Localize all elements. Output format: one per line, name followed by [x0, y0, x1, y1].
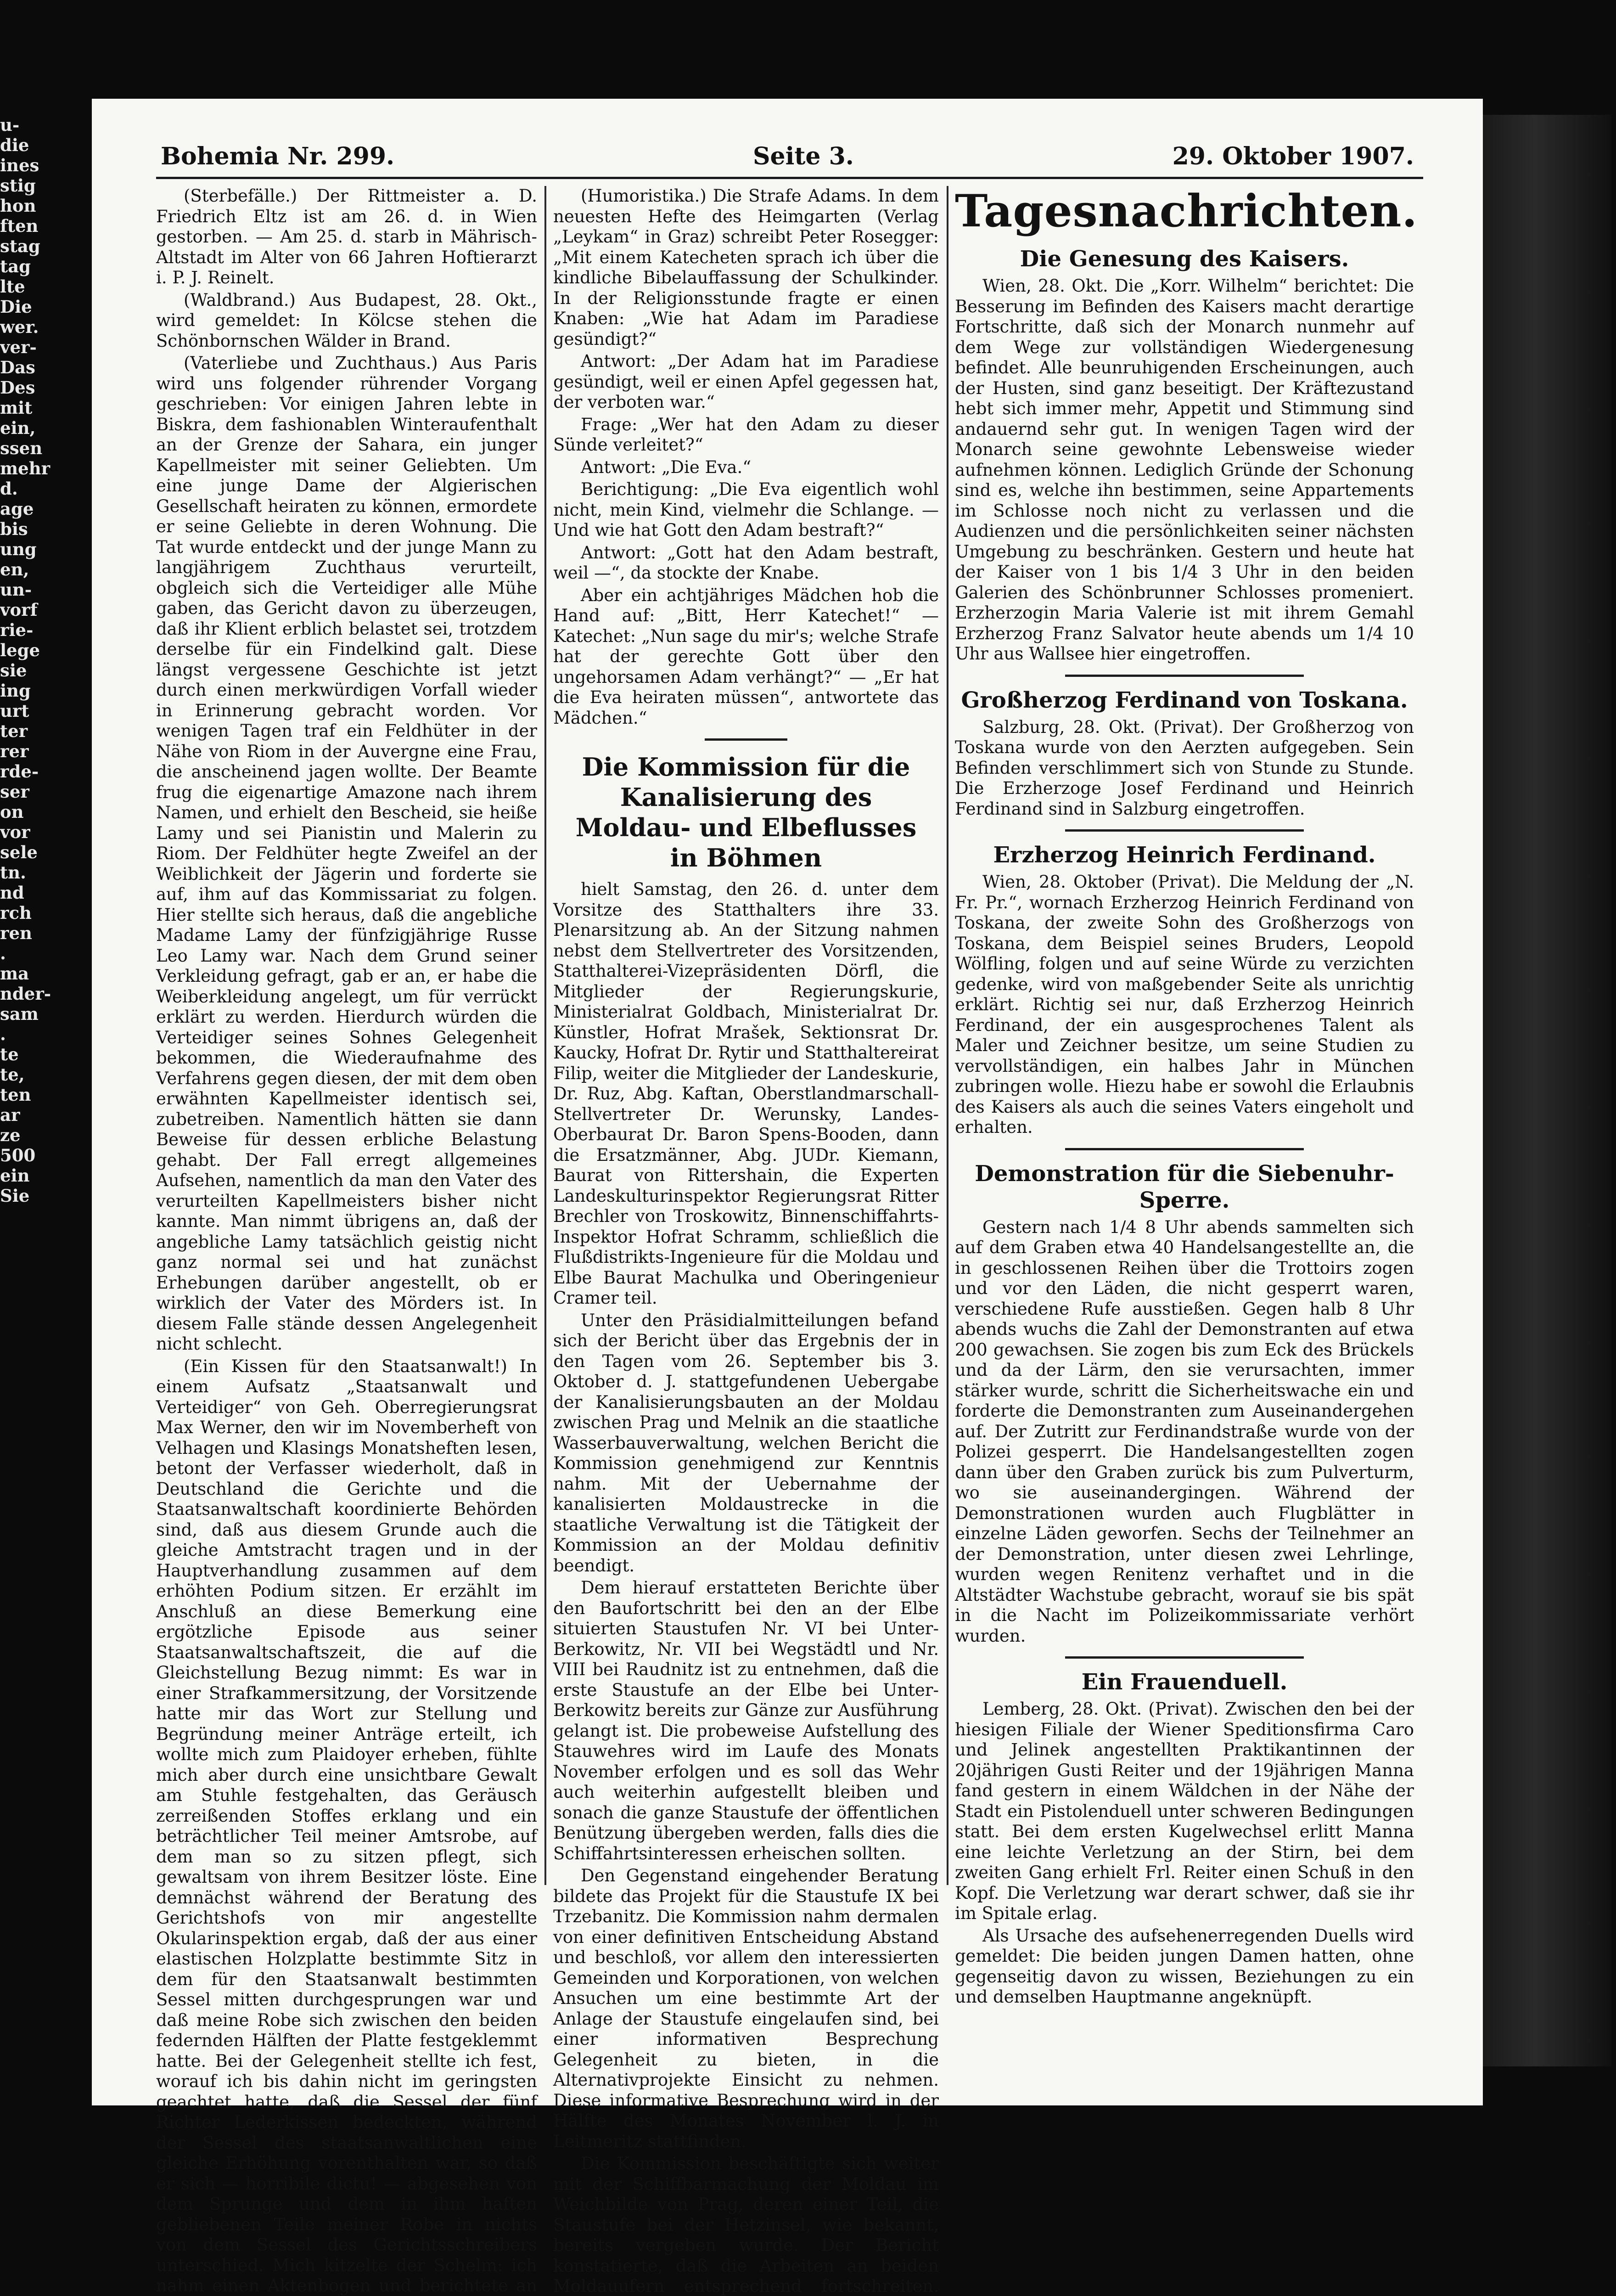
- article-headline: Demonstration für die Siebenuhr-Sperre.: [955, 1160, 1414, 1214]
- article-headline: Erzherzog Heinrich Ferdinand.: [955, 842, 1414, 868]
- bleed-fragment: tn.: [0, 862, 37, 883]
- bleed-fragment: rie-: [0, 620, 37, 640]
- article-paragraph: Antwort: „Der Adam hat im Paradiese gesündigt, weil er einen Apfel gegessen hat, der verboten war.“: [553, 351, 939, 413]
- column-3: [955, 186, 1414, 1885]
- bleed-fragment: rch: [0, 903, 37, 923]
- bleed-fragment: tag: [0, 256, 37, 276]
- article-headline: Die Kommission für die Kanalisierung des Moldau- und Elbeflusses in Böhmen: [562, 752, 930, 873]
- bleed-fragment: Die: [0, 297, 37, 317]
- bleed-fragment: sele: [0, 842, 37, 862]
- bleed-fragment: d.: [0, 478, 37, 499]
- bleed-fragment: sam: [0, 1004, 37, 1024]
- bleed-fragment: lege: [0, 640, 37, 660]
- bleed-fragment: die: [0, 135, 37, 155]
- bleed-fragment: ren: [0, 923, 37, 943]
- article-paragraph: (Vaterliebe und Zuchthaus.) Aus Paris wird uns folgender rührender Vorgang geschrieben: Vor einigen Jahren lebte in Biskra, dem fashionablen Winteraufenthalt an der Grenze der Sahara, ein junger Kapellmeister mit seiner Geliebten. Um eine junge Dame der Algierischen Gesellschaft heiraten zu können, ermordete er seine Geliebte in deren Wohnung. Die Tat wurde entdeckt und der junge Mann zu langjährigem Zuchthaus verurteilt, obgleich sich die Verteidiger alle Mühe gaben, das Gericht davon zu überzeugen, daß ihr Klient erblich belastet sei, trotzdem derselbe für ein Findelkind galt. Diese längst vergessene Geschichte ist jetzt durch einen merkwürdigen Vorfall wieder in Erinnerung gebracht worden. Vor wenigen Tagen traf ein Feldhüter in der Nähe von Riom in der Auvergne eine Frau, die anscheinend jagen wollte. Der Beamte frug die eigenartige Amazone nach ihrem Namen, und erhielt den Bescheid, sie heiße Lamy und sei Pianistin und Malerin zu Riom. Der Feldhüter hegte Zweifel an der Weiblichkeit der Jägerin und forderte sie auf, ihm auf das Kommissariat zu folgen. Hier stellte sich heraus, daß die angebliche Madame Lamy der fünfzigjährige Russe Leo Lamy war. Nach dem Grund seiner Verkleidung gefragt, gab er an, er habe die Weiberkleidung angelegt, um für verrückt erklärt zu werden. Hierdurch würden die Verteidiger seines Sohnes Gelegenheit bekommen, die Wiederaufnahme des Verfahrens gegen diesen, der mit dem oben erwähnten Kapellmeister identisch sei, zubetreiben. Namentlich hätten sie dann Beweise für dessen erbliche Belastung gehabt. Der Fall erregt allgemeines Aufsehen, namentlich da man den Vater des verurteilten Kapellmeisters bisher nicht kannte. Man nimmt übrigens an, daß der angebliche Lamy tatsächlich geistig nicht ganz normal sei und hat zunächst Erhebungen darüber angestellt, ob er wirklich der Vater des Mörders ist. In diesem Falle stände dessen Angelegenheit nicht schlecht.: [156, 353, 537, 1355]
- page-header: [161, 142, 1414, 174]
- article-paragraph: Lemberg, 28. Okt. (Privat). Zwischen den bei der hiesigen Filiale der Wiener Speditionsfirma Caro und Jelinek angestellten Praktikantinnen der 20jährigen Gusti Reiter und der 19jährigen Manna fand gestern in einem Wäldchen in der Nähe der Stadt ein Pistolenduell unter schweren Bedingungen statt. Bei dem ersten Kugelwechsel erlitt Manna eine leichte Verletzung an der Stirn, bei dem zweiten Gang erhielt Frl. Reiter einen Schuß in den Kopf. Die Verletzung war derart schwer, daß sie ihr im Spitale erlag.: [955, 1699, 1414, 1924]
- bleed-fragment: te,: [0, 1064, 37, 1085]
- bleed-fragment: Sie: [0, 1186, 37, 1206]
- article-paragraph: Dem hierauf erstatteten Berichte über den Baufortschritt bei den an der Elbe situierten Staustufen Nr. VI bei Unter-Berkowitz, Nr. VII bei Wegstädtl und Nr. VIII bei Raudnitz ist zu entnehmen, daß die erste Staustufe an der Elbe bei Unter-Berkowitz bereits zur Gänze zur Ausführung gelangt ist. Die probeweise Aufstellung des Stauwehres wird im Laufe des Monats November erfolgen und es soll das Wehr auch weiterhin aufgestellt bleiben und sonach die ganze Staustufe der öffentlichen Benützung übergeben werden, falls dies die Schiffahrtsinteressen erheischen sollten.: [553, 1578, 939, 1864]
- bleed-fragment: ines: [0, 155, 37, 175]
- bleed-fragment: te: [0, 1044, 37, 1064]
- bleed-fragment: un-: [0, 580, 37, 600]
- article-paragraph: Die Kommission beschäftigte sich weiter mit der Schiffbarmachung der Moldau im Weichbilde von Prag, deren einer Teil, die Staustufe bei der Hetzinsel, wie bekannt, bereits vergeben wurde. Der Bericht konstatierte, daß die Arbeiten an beiden Moldauufern entsprechend fortschreiten.: [553, 2154, 939, 2296]
- article-paragraph: Salzburg, 28. Okt. (Privat). Der Großherzog von Toskana wurde von den Aerzten aufgegeben. Sein Befinden verschlimmert sich von Stunde zu Stunde. Die Erzherzoge Josef Ferdinand und Heinrich Ferdinand sind in Salzburg eingetroffen.: [955, 717, 1414, 820]
- bleed-fragment: 500: [0, 1145, 37, 1165]
- header-rule: [156, 177, 1423, 179]
- bleed-fragment: bis: [0, 519, 37, 539]
- article-headline: Tagesnachrichten.: [955, 186, 1414, 236]
- newspaper-page: [92, 99, 1483, 2105]
- article-paragraph: Den Gegenstand eingehender Beratung bildete das Projekt für die Staustufe IX bei Trzebanitz. Die Kommission nahm dermalen von einer definitiven Entscheidung Abstand und beschloß, vor allem den interessierten Gemeinden und Korporationen, von welchen Ansuchen um eine bestimmte Art der Anlage der Staustufe eingelaufen sind, bei einer informativen Besprechung Gelegenheit zu bieten, in die Alternativprojekte Einsicht zu nehmen. Diese informative Besprechung wird in der Hälfte des Monates November l. J. in Leitmeritz stattfinden.: [553, 1866, 939, 2152]
- article-paragraph: Wien, 28. Oktober (Privat). Die Meldung der „N. Fr. Pr.“, wornach Erzherzog Heinrich Ferdinand von Toskana, der zweite Sohn des Großherzogs von Toskana, dem Beispiel seines Bruders, Leopold Wölfling, folgen und auf seine Würde zu verzichten gedenke, wird von maßgebender Seite als unrichtig erklärt. Richtig sei nur, daß Erzherzog Heinrich Ferdinand, der ein ausgesprochenes Talent als Maler und Zeichner besitze, um seine Studien zu vervollständigen, ein halbes Jahr in München zubringen wolle. Hiezu habe er sowohl die Erlaubnis des Kaisers als auch die seines Vaters eingeholt und erhalten.: [955, 872, 1414, 1138]
- section-separator: [705, 738, 787, 741]
- bleed-fragment: stig: [0, 175, 37, 196]
- bleed-fragment: urt: [0, 701, 37, 721]
- article-paragraph: Gestern nach 1/4 8 Uhr abends sammelten sich auf dem Graben etwa 40 Handelsangestellte an, die in geschlossenen Reihen über die Trottoirs zogen und vor den Läden, die nicht gesperrt waren, verschiedene Rufe ausstießen. Gegen halb 8 Uhr abends wuchs die Zahl der Demonstranten auf etwa 200 gewachsen. Sie zogen bis zum Eck des Brückels und da der Lärm, den sie verursachten, immer stärker wurde, schritt die Sicherheitswache ein und forderte die Demonstranten zum Auseinandergehen auf. Der Zutritt zur Ferdinandstraße wurde von der Polizei gesperrt. Die Handelsangestellten zogen dann über den Graben zurück bis zum Pulverturm, wo sie auseinandergingen. Während der Demonstrationen wurden auch Flugblätter in einzelne Läden geworfen. Sechs der Teilnehmer an der Demonstration, unter diesen zwei Lehrlinge, wurden wegen Renitenz verhaftet und in die Altstädter Wachstube gebracht, worauf sie bis spät in die Nacht im Polizeikommissariate verhört wurden.: [955, 1217, 1414, 1647]
- bleed-fragment: ten: [0, 1085, 37, 1105]
- bleed-fragment: ma: [0, 963, 37, 984]
- bleed-fragment: rde-: [0, 761, 37, 782]
- bleed-fragment: rer: [0, 741, 37, 761]
- section-separator: [1065, 1656, 1304, 1659]
- adjacent-page-bleed: [0, 115, 37, 1676]
- article-paragraph: hielt Samstag, den 26. d. unter dem Vorsitze des Statthalters ihre 33. Plenarsitzung ab. An der Sitzung nahmen nebst dem Stellvertreter des Vorsitzenden, Statthalterei-Vizepräsidenten Dörfl, die Mitglieder der Regierungskurie, Ministerialrat Goldbach, Ministerialrat Dr. Künstler, Hofrat Mrašek, Sektionsrat Dr. Kaucky, Hofrat Dr. Rytir und Statthaltereirat Filip, weiter die Mitglieder der Landeskurie, Dr. Ruz, Abg. Kaftan, Oberstlandmarschall-Stellvertreter Dr. Werunsky, Landes-Oberbaurat Dr. Baron Spens-Booden, dann die Ersatzmänner, Abg. JUDr. Kiemann, Baurat von Rittershain, die Experten Landeskulturinspektor Regierungsrat Ritter Brechler von Troskowitz, Binnenschiffahrts-Inspektor Hofrat Schramm, schließlich die Flußdistrikts-Ingenieure für die Moldau und Elbe Baurat Machulka und Oberingenieur Cramer teil.: [553, 879, 939, 1309]
- bleed-fragment: stag: [0, 236, 37, 256]
- bleed-fragment: nder-: [0, 984, 37, 1004]
- bleed-fragment: ein: [0, 1165, 37, 1186]
- bleed-fragment: .: [0, 1024, 37, 1044]
- bleed-fragment: ver-: [0, 337, 37, 357]
- bleed-fragment: mehr: [0, 458, 37, 478]
- bleed-fragment: ser: [0, 782, 37, 802]
- issue-date: 29. Oktober 1907.: [1173, 142, 1414, 170]
- bleed-fragment: age: [0, 499, 37, 519]
- bleed-fragment: Des: [0, 377, 37, 398]
- bleed-fragment: vor: [0, 822, 37, 842]
- bleed-fragment: ssen: [0, 438, 37, 458]
- article-paragraph: Als Ursache des aufsehenerregenden Duells wird gemeldet: Die beiden jungen Damen hatten, ohne gegenseitig davon zu wissen, Beziehungen zu ein und demselben Hauptmanne angeknüpft.: [955, 1926, 1414, 2008]
- bleed-fragment: vorf: [0, 600, 37, 620]
- article-headline: Die Genesung des Kaisers.: [955, 246, 1414, 272]
- article-headline: Ein Frauenduell.: [955, 1669, 1414, 1695]
- column-2: [553, 186, 939, 1885]
- bleed-fragment: ze: [0, 1125, 37, 1145]
- bleed-fragment: on: [0, 802, 37, 822]
- bleed-fragment: sie: [0, 660, 37, 681]
- article-paragraph: Aber ein achtjähriges Mädchen hob die Hand auf: „Bitt, Herr Katechet!“ — Katechet: „Nun sage du mir's; welche Strafe hat der gerechte Gott über den ungehorsamen Adam verhängt?“ — „Er hat die Eva heiraten müssen“, antwortete das Mädchen.“: [553, 585, 939, 729]
- article-headline: Großherzog Ferdinand von Toskana.: [955, 687, 1414, 714]
- article-paragraph: Antwort: „Die Eva.“: [553, 457, 939, 478]
- bleed-fragment: nd: [0, 883, 37, 903]
- article-paragraph: Wien, 28. Okt. Die „Korr. Wilhelm“ berichtet: Die Besserung im Befinden des Kaisers macht derartige Fortschritte, daß sich der Monarch nunmehr auf dem Wege zur vollständigen Wiedergenesung befindet. Alle beunruhigenden Erscheinungen, auch der Husten, sind ganz beseitigt. Der Kräftezustand hebt sich immer mehr, Appetit und Stimmung sind andauernd sehr gut. In wenigen Tagen wird der Monarch seine gewohnte Lebensweise wieder aufnehmen können. Lediglich Gründe der Schonung sind es, welche ihn bestimmen, seine Appartements im Schlosse noch nicht zu verlassen und die Audienzen und die persönlichkeiten seiner nächsten Umgebung zu beschränken. Gestern und heute hat der Kaiser von 1 bis 1/4 3 Uhr in den beiden Galerien des Schönbrunner Schlosses promeniert. Erzherzogin Maria Valerie ist mit ihrem Gemahl Erzherzog Franz Salvator heute abends um 1/4 10 Uhr aus Wallsee hier eingetroffen.: [955, 276, 1414, 664]
- section-separator: [1065, 1148, 1304, 1150]
- article-paragraph: Frage: „Wer hat den Adam zu dieser Sünde verleitet?“: [553, 415, 939, 456]
- bleed-fragment: ar: [0, 1105, 37, 1125]
- bleed-fragment: .: [0, 943, 37, 963]
- bleed-fragment: ften: [0, 216, 37, 236]
- bleed-fragment: u-: [0, 115, 37, 135]
- page-shadow-edge: [1483, 115, 1611, 2066]
- section-separator: [1065, 829, 1304, 832]
- bleed-fragment: lte: [0, 276, 37, 297]
- article-paragraph: (Sterbefälle.) Der Rittmeister a. D. Friedrich Eltz ist am 26. d. in Wien gestorben. — Am 25. d. starb in Mährisch-Altstadt im Alter von 66 Jahren Hoftierarzt i. P. J. Reinelt.: [156, 186, 537, 288]
- bleed-fragment: ung: [0, 539, 37, 559]
- section-separator: [1065, 675, 1304, 677]
- column-1: [156, 186, 537, 1885]
- bleed-fragment: ein,: [0, 418, 37, 438]
- bleed-fragment: ter: [0, 721, 37, 741]
- bleed-fragment: mit: [0, 398, 37, 418]
- column-divider: [947, 186, 948, 1885]
- article-paragraph: Berichtigung: „Die Eva eigentlich wohl nicht, mein Kind, vielmehr die Schlange. — Und wie hat Gott den Adam bestraft?“: [553, 479, 939, 541]
- masthead: Bohemia Nr. 299.: [161, 142, 394, 170]
- page-number: Seite 3.: [753, 142, 854, 170]
- article-paragraph: (Ein Kissen für den Staatsanwalt!) In einem Aufsatz „Staatsanwalt und Verteidiger“ von Geh. Oberregierungsrat Max Werner, den wir im Novemberheft von Velhagen und Klasings Monatsheften lesen, betont der Verfasser wiederholt, daß in Deutschland die Gerichte und die Staatsanwaltschaft koordinierte Behörden sind, daß aus diesem Grunde auch die gleiche Amtstracht tragen und in der Hauptverhandlung zusammen auf dem erhöhten Podium sitzen. Er erzählt im Anschluß an diese Bemerkung eine ergötzliche Episode aus seiner Staatsanwaltschaftszeit, die auf die Gleichstellung Bezug nimmt: Es war in einer Strafkammersitzung, der Vorsitzende hatte mir das Wort zur Stellung und Begründung meiner Anträge erteilt, ich wollte mich zum Plaidoyer erheben, fühlte mich aber durch eine unsichtbare Gewalt am Stuhle festgehalten, das Geräusch zerreißenden Stoffes erklang und ein beträchtlicher Teil meiner Amtsrobe, auf dem man so zu sitzen pflegt, sich gewaltsam von ihrem Besitzer löste. Eine demnächst während der Beratung des Gerichtshofs von mir angestellte Okularinspektion ergab, daß der aus einer elastischen Holzplatte bestimmte Sitz in dem für den Staatsanwalt bestimmten Sessel mitten durchgesprungen war und daß meine Robe sich zwischen den beiden federnden Hälften der Platte festgeklemmt hatte. Bei der Gelegenheit stellte ich fest, worauf ich bis dahin nicht im geringsten geachtet hatte, daß die Sessel der fünf Richter Lederkissen bedeckten, während der Sessel des staatsanwaltlichen eine gleiche Erhöhung vorenthalten war, so daß er sich — horribile dictu! — abgesehen von dem Sprunge und dem in ihm haften gebliebenen Teile meiner Robe in nichts von dem Sessel des Gerichtsschreibers unterschied. Mich kitzelte der Schelm: ich nahm einen Aktenbogen und berichtete an: [156, 1356, 537, 2296]
- bleed-fragment: en,: [0, 559, 37, 580]
- bleed-fragment: wer.: [0, 317, 37, 337]
- article-paragraph: Unter den Präsidialmitteilungen befand sich der Bericht über das Ergebnis der in den Tagen vom 26. September bis 3. Oktober d. J. stattgefundenen Uebergabe der Kanalisierungsbauten an der Moldau zwischen Prag und Melnik an die staatliche Wasserbauverwaltung, welchen Bericht die Kommission genehmigend zur Kenntnis nahm. Mit der Uebernahme der kanalisierten Moldaustrecke in die staatliche Verwaltung ist die Tätigkeit der Kommission an der Moldau definitiv beendigt.: [553, 1311, 939, 1576]
- bleed-fragment: ing: [0, 681, 37, 701]
- article-paragraph: (Waldbrand.) Aus Budapest, 28. Okt., wird gemeldet: In Kölcse stehen die Schönbornschen Wälder in Brand.: [156, 290, 537, 352]
- bleed-fragment: Das: [0, 357, 37, 377]
- article-paragraph: (Humoristika.) Die Strafe Adams. In dem neuesten Hefte des Heimgarten (Verlag „Leykam“ in Graz) schreibt Peter Rosegger: „Mit einem Katecheten sprach ich über die kindliche Bibelauffassung der Schulkinder. In der Religionsstunde fragte er einen Knaben: „Wie hat Adam im Paradiese gesündigt?“: [553, 186, 939, 349]
- bleed-fragment: hon: [0, 196, 37, 216]
- article-paragraph: Antwort: „Gott hat den Adam bestraft, weil —“, da stockte der Knabe.: [553, 543, 939, 584]
- column-divider: [544, 186, 546, 1885]
